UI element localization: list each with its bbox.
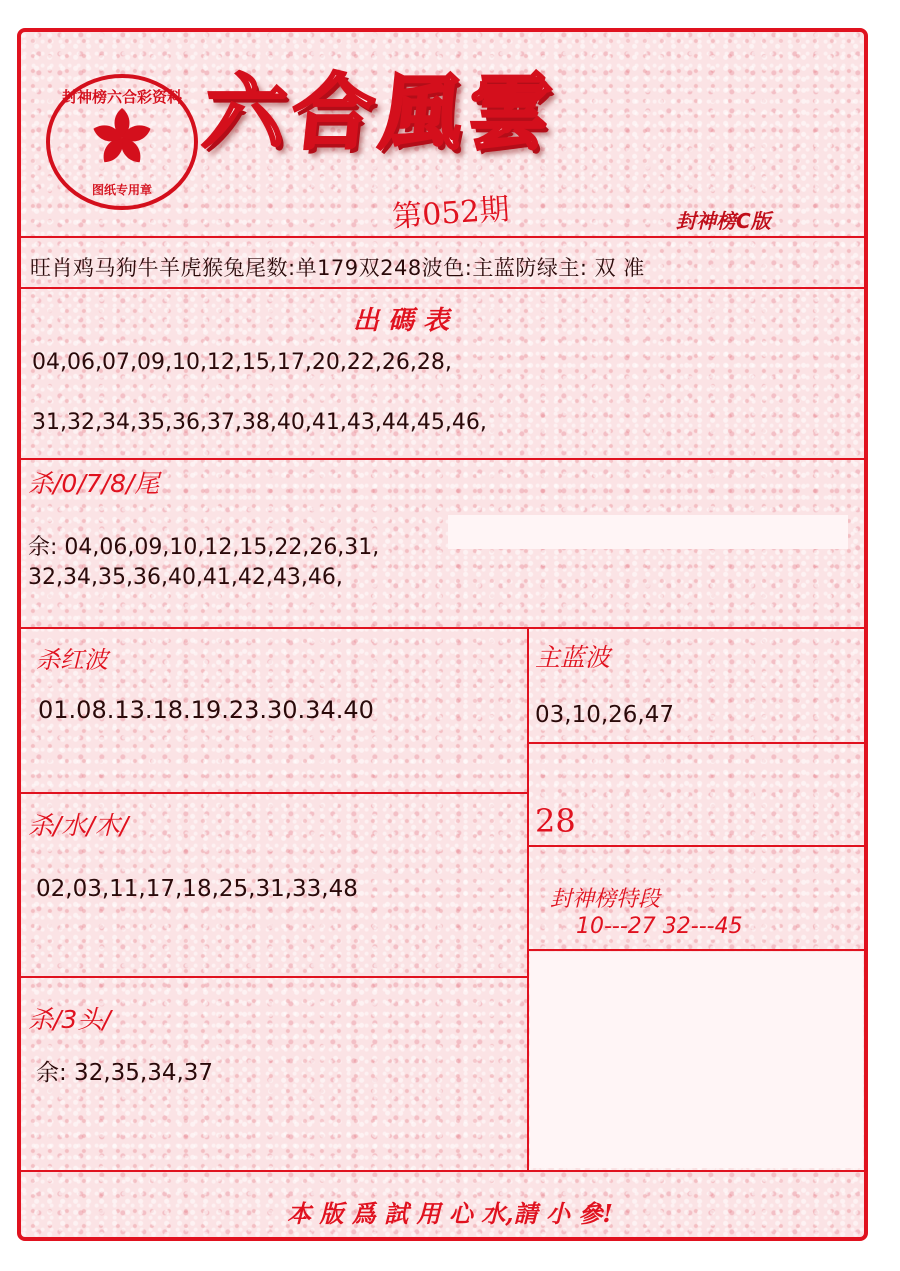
- kill-head-numbers: 余: 32,35,34,37: [36, 1060, 214, 1086]
- footer-note: 本 版 爲 試 用 心 水,請 小 參!: [287, 1199, 613, 1228]
- main-blue-numbers: 03,10,26,47: [535, 702, 674, 728]
- special-range-numbers: 10---27 32---45: [576, 914, 743, 939]
- kill-tail-title: 杀/0/7/8/尾: [28, 469, 160, 498]
- seal-bottom-text: 图纸专用章: [91, 183, 153, 197]
- issue-number: 第052期: [391, 191, 511, 236]
- special-range-title: 封神榜特段: [550, 887, 661, 912]
- kill-tail-row-2: 32,34,35,36,40,41,42,43,46,: [28, 565, 343, 590]
- kill-element-numbers: 02,03,11,17,18,25,31,33,48: [36, 876, 358, 902]
- kill-element-title: 杀/水/木/: [28, 811, 129, 840]
- seal-stamp: [44, 72, 200, 212]
- chuma-row-2: 31,32,34,35,36,37,38,40,41,43,44,45,46,: [32, 410, 487, 435]
- special-number: 28: [535, 802, 576, 840]
- kill-red-numbers: 01.08.13.18.19.23.30.34.40: [38, 696, 374, 724]
- main-blue-title: 主蓝波: [535, 643, 611, 672]
- kill-head-title: 杀/3头/: [28, 1005, 111, 1034]
- kill-tail-row-1: 余: 04,06,09,10,12,15,22,26,31,: [28, 535, 380, 560]
- page-title: 六合風雲: [199, 65, 562, 161]
- edition-label: 封神榜C版: [676, 209, 771, 233]
- chuma-row-1: 04,06,07,09,10,12,15,17,20,22,26,28,: [32, 350, 452, 375]
- blank-area: [530, 952, 863, 1168]
- chuma-title: 出 碼 表: [353, 306, 450, 336]
- blank-area: [448, 515, 848, 549]
- summary-line: 旺肖鸡马狗牛羊虎猴兔尾数:单179双248波色:主蓝防绿主: 双 准: [30, 256, 645, 280]
- seal-text: 封神榜六合彩资料: [61, 88, 183, 106]
- kill-red-title: 杀红波: [36, 646, 108, 674]
